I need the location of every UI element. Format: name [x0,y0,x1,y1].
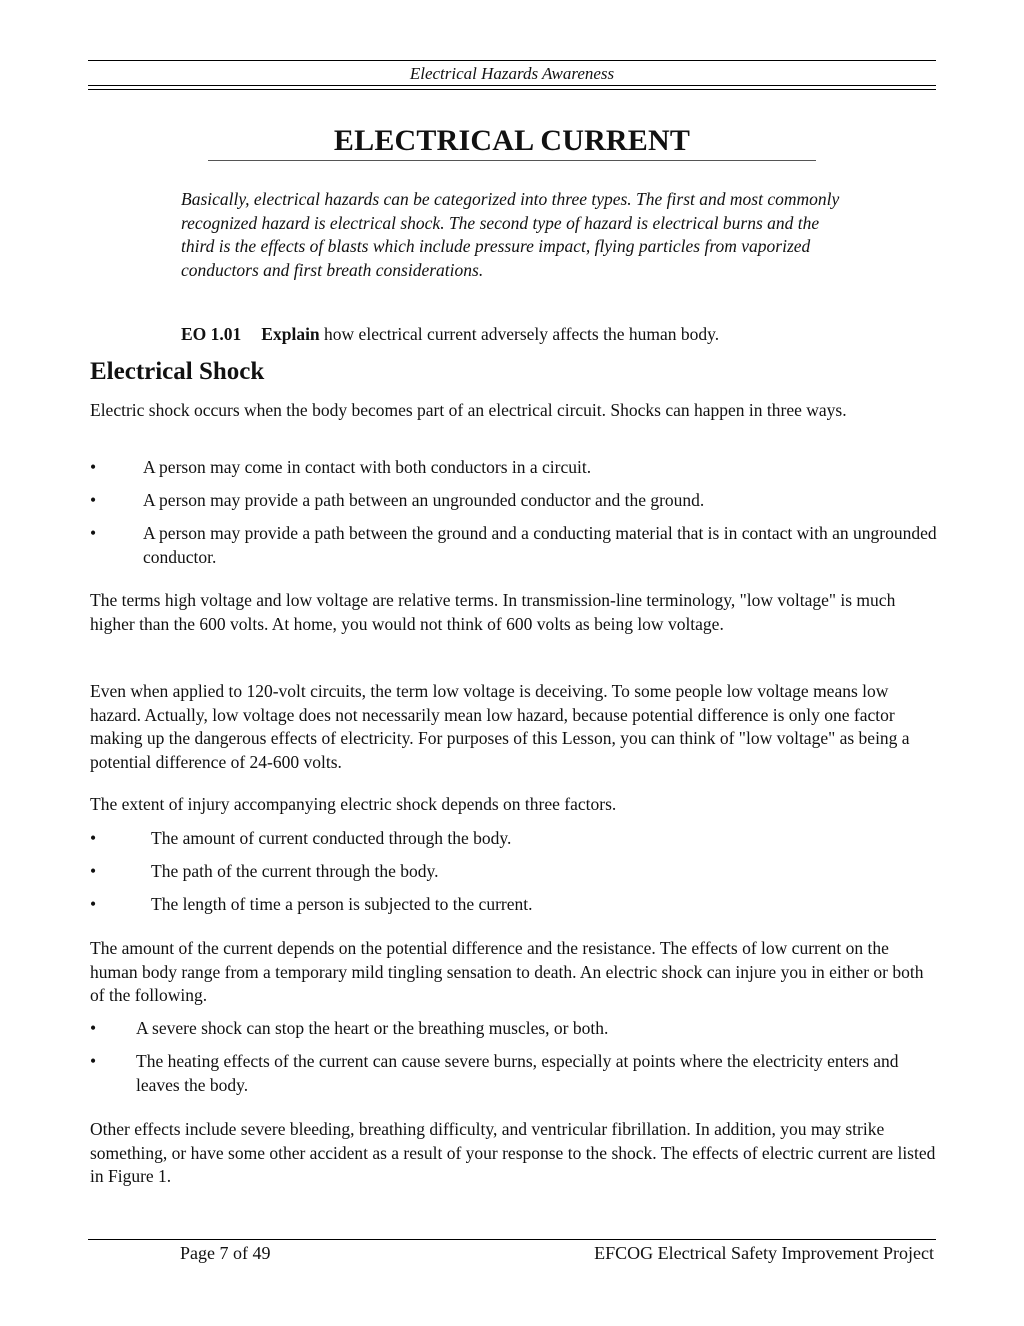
paragraph-other-effects: Other effects include severe bleeding, breathing difficulty, and ventricular fibrillation. In addition, you may strike something, or have some other accident as a result of your response to the shock. The effects of electric current are listed in Figure 1. [90,1119,936,1186]
paragraph-low-voltage: Even when applied to 120-volt circuits, the term low voltage is deceiving. To some people low voltage means low hazard. Actually, low voltage does not necessarily mean low hazard, because potential difference is only one factor making up the dangerous effects of electricity. For purposes of this Lesson, you can think of "low voltage" as being a potential difference of 24-600 volts. [90,681,910,772]
list-item-text: The length of time a person is subjected to the current. [151,894,533,914]
section-heading: Electrical Shock [90,358,265,385]
list-item [90,456,938,480]
paragraph-voltage-terms: The terms high voltage and low voltage are relative terms. In transmission-line terminology, "low voltage" is much higher than the 600 volts. At home, you would not think of 600 volts as being low voltage. [90,590,896,634]
list-item-text: A person may come in contact with both conductors in a circuit. [143,457,592,477]
bullet-icon: • [90,894,97,914]
list-item-text: A person may provide a path between an ungrounded conductor and the ground. [143,490,705,510]
footer-rule [88,1239,936,1240]
list-item-text: A severe shock can stop the heart or the breathing muscles, or both. [136,1018,609,1038]
list-item-text: The heating effects of the current can cause severe burns, especially at points where the electricity enters and leaves the body. [136,1051,899,1095]
objective-text: how electrical current adversely affects the human body. [324,324,720,344]
list-item-text: The path of the current through the body. [151,861,439,881]
bullet-icon: • [90,861,97,881]
title-underline [208,160,816,161]
header-top-rule [88,60,936,61]
bullet-icon: • [90,490,97,510]
list-item [90,1050,938,1098]
list-item [90,522,938,570]
list-item-text: A person may provide a path between the ground and a conducting material that is in contact with an ungrounded conductor. [143,523,937,567]
bullet-icon: • [90,457,97,477]
bullet-icon: • [90,1051,97,1071]
bullet-icon: • [90,523,97,543]
list-item [90,860,938,884]
list-item [90,827,938,851]
footer-project: EFCOG Electrical Safety Improvement Project [594,1243,934,1263]
list-item-text: The amount of current conducted through the body. [151,828,512,848]
bullet-icon: • [90,828,97,848]
paragraph-injury-factors: The extent of injury accompanying electric shock depends on three factors. [90,794,617,814]
running-header: Electrical Hazards Awareness [409,64,615,83]
list-item [90,489,938,513]
enabling-objective [181,324,719,345]
list-item [90,1017,938,1041]
paragraph-current-effects: The amount of the current depends on the potential difference and the resistance. The effects of low current on the human body range from a temporary mild tingling sensation to death. An electric shock can injure you in either or both of the following. [90,938,924,1005]
objective-code: EO 1.01 [181,324,242,344]
paragraph-shock-definition: Electric shock occurs when the body becomes part of an electrical circuit. Shocks can happen in three ways. [90,400,847,420]
page-title: ELECTRICAL CURRENT [333,124,691,157]
header-bottom-rule [88,85,936,90]
list-item [90,893,938,917]
bullet-icon: • [90,1018,97,1038]
objective-verb: Explain [261,324,320,344]
intro-paragraph: Basically, electrical hazards can be categorized into three types. The first and most commonly recognized hazard is electrical shock. The second type of hazard is electrical burns and the third is the effects of blasts which include pressure impact, flying particles from vaporized conductors and first breath considerations. [181,189,840,280]
page-number: Page 7 of 49 [180,1243,271,1263]
